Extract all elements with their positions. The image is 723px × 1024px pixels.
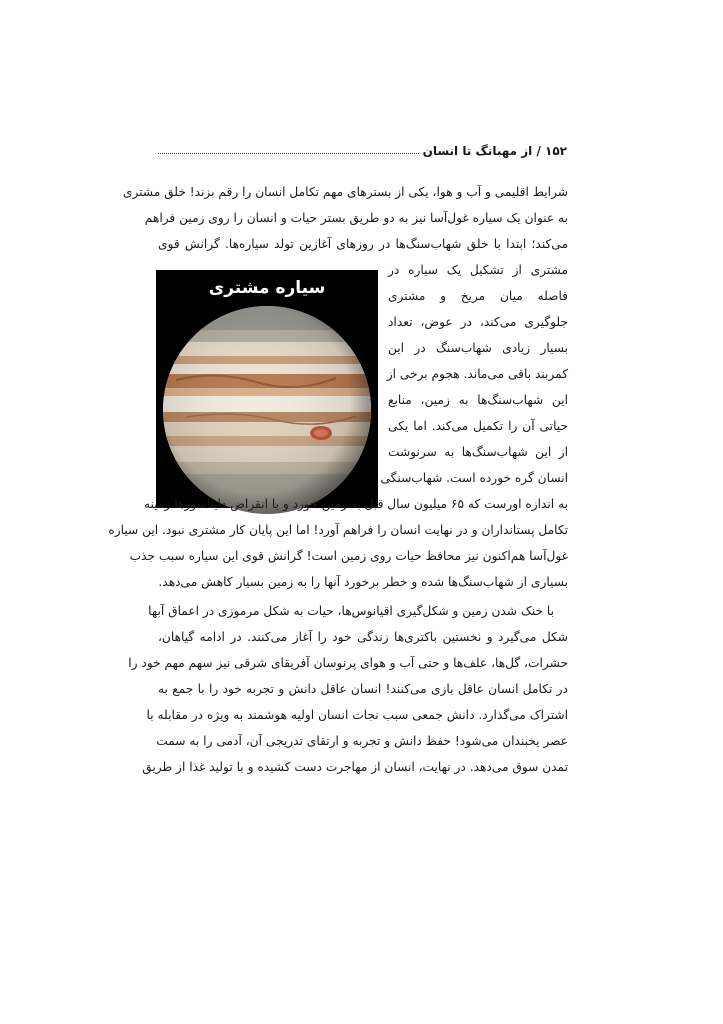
body-line: در تکامل انسان عاقل بازی می‌کنند! انسان عاقل دانش و تجربه خود را با جمع به (158, 682, 568, 696)
body-line: مشتری از تشکیل یک سیاره در (388, 263, 568, 277)
header-page-title: ۱۵۲ / از مهبانگ تا انسان (422, 144, 567, 158)
body-line: به عنوان یک سیاره غول‌آسا نیز به دو طریق بستر حیات و انسان را روی زمین فراهم (144, 211, 568, 225)
body-line: جلوگیری می‌کند، در عوض، تعداد (388, 315, 568, 329)
body-line: تکامل پستانداران و در نهایت انسان را فراهم آورد! اما این پایان کار مشتری نبود. این سیاره (108, 523, 568, 537)
body-line: اشتراک می‌گذارد. دانش جمعی سبب نجات انسان اولیه هوشمند به ویژه در مقابله با (146, 708, 568, 722)
body-line: غول‌آسا هم‌اکنون نیز محافظ حیات روی زمین است! گرانش قوی این سیاره سبب جذب (129, 549, 568, 563)
body-line: به اندازه اورست که ۶۵ میلیون سال قبل به زمین خورد و با انقراض دایناسورها زمینه (144, 497, 568, 511)
body-line: انسان گره خورده است. شهاب‌سنگی (380, 471, 568, 485)
body-line: با خنک شدن زمین و شکل‌گیری اقیانوس‌ها، حیات به شکل مرموزی در اعماق آبها (148, 604, 554, 618)
body-line: کمربند باقی می‌ماند. هجوم برخی از (386, 367, 568, 381)
body-line: عصر یخبندان می‌شود! حفظ دانش و تجربه و ارتقای تدریجی آن، آدمی را به سمت (156, 734, 568, 748)
body-line: بسیاری از شهاب‌سنگ‌ها شده و خطر برخورد آنها را به زمین بسیار کاهش می‌دهد. (158, 575, 568, 589)
body-line: می‌کند؛ ابتدا با خلق شهاب‌سنگ‌ها در روزهای آغازین تولد سیاره‌ها. گرانش قوی (158, 237, 568, 251)
body-line: از این شهاب‌سنگ‌ها به سرنوشت (388, 445, 568, 459)
body-line: شرایط اقلیمی و آب و هوا، یکی از بسترهای مهم تکامل انسان را رقم بزند! خلق مشتری (122, 185, 568, 199)
running-header (158, 138, 567, 158)
header-dotted-rule (158, 153, 419, 154)
jupiter-planet-image-icon (156, 270, 378, 508)
body-line: بسیار زیادی شهاب‌سنگ در این (388, 341, 568, 355)
figure-caption: سیاره مشتری (208, 278, 326, 298)
body-line: حیاتی آن را تکمیل می‌کند. اما یکی (388, 419, 568, 433)
jupiter-figure (156, 270, 378, 508)
body-line: شکل می‌گیرد و نخستین باکتری‌ها زندگی خود را آغاز می‌کنند. در ادامه گیاهان، (158, 630, 568, 644)
body-line: حشرات، گل‌ها، علف‌ها و حتی آب و هوای پرنوسان آفریقای شرقی نیز سهم مهم خود را (128, 656, 568, 670)
body-line: تمدن سوق می‌دهد. در نهایت، انسان از مهاجرت دست کشیده و با تولید غذا از طریق (142, 760, 568, 774)
body-line: این شهاب‌سنگ‌ها به زمین، منابع (388, 393, 568, 407)
body-line: فاصله میان مریخ و مشتری (388, 289, 568, 303)
